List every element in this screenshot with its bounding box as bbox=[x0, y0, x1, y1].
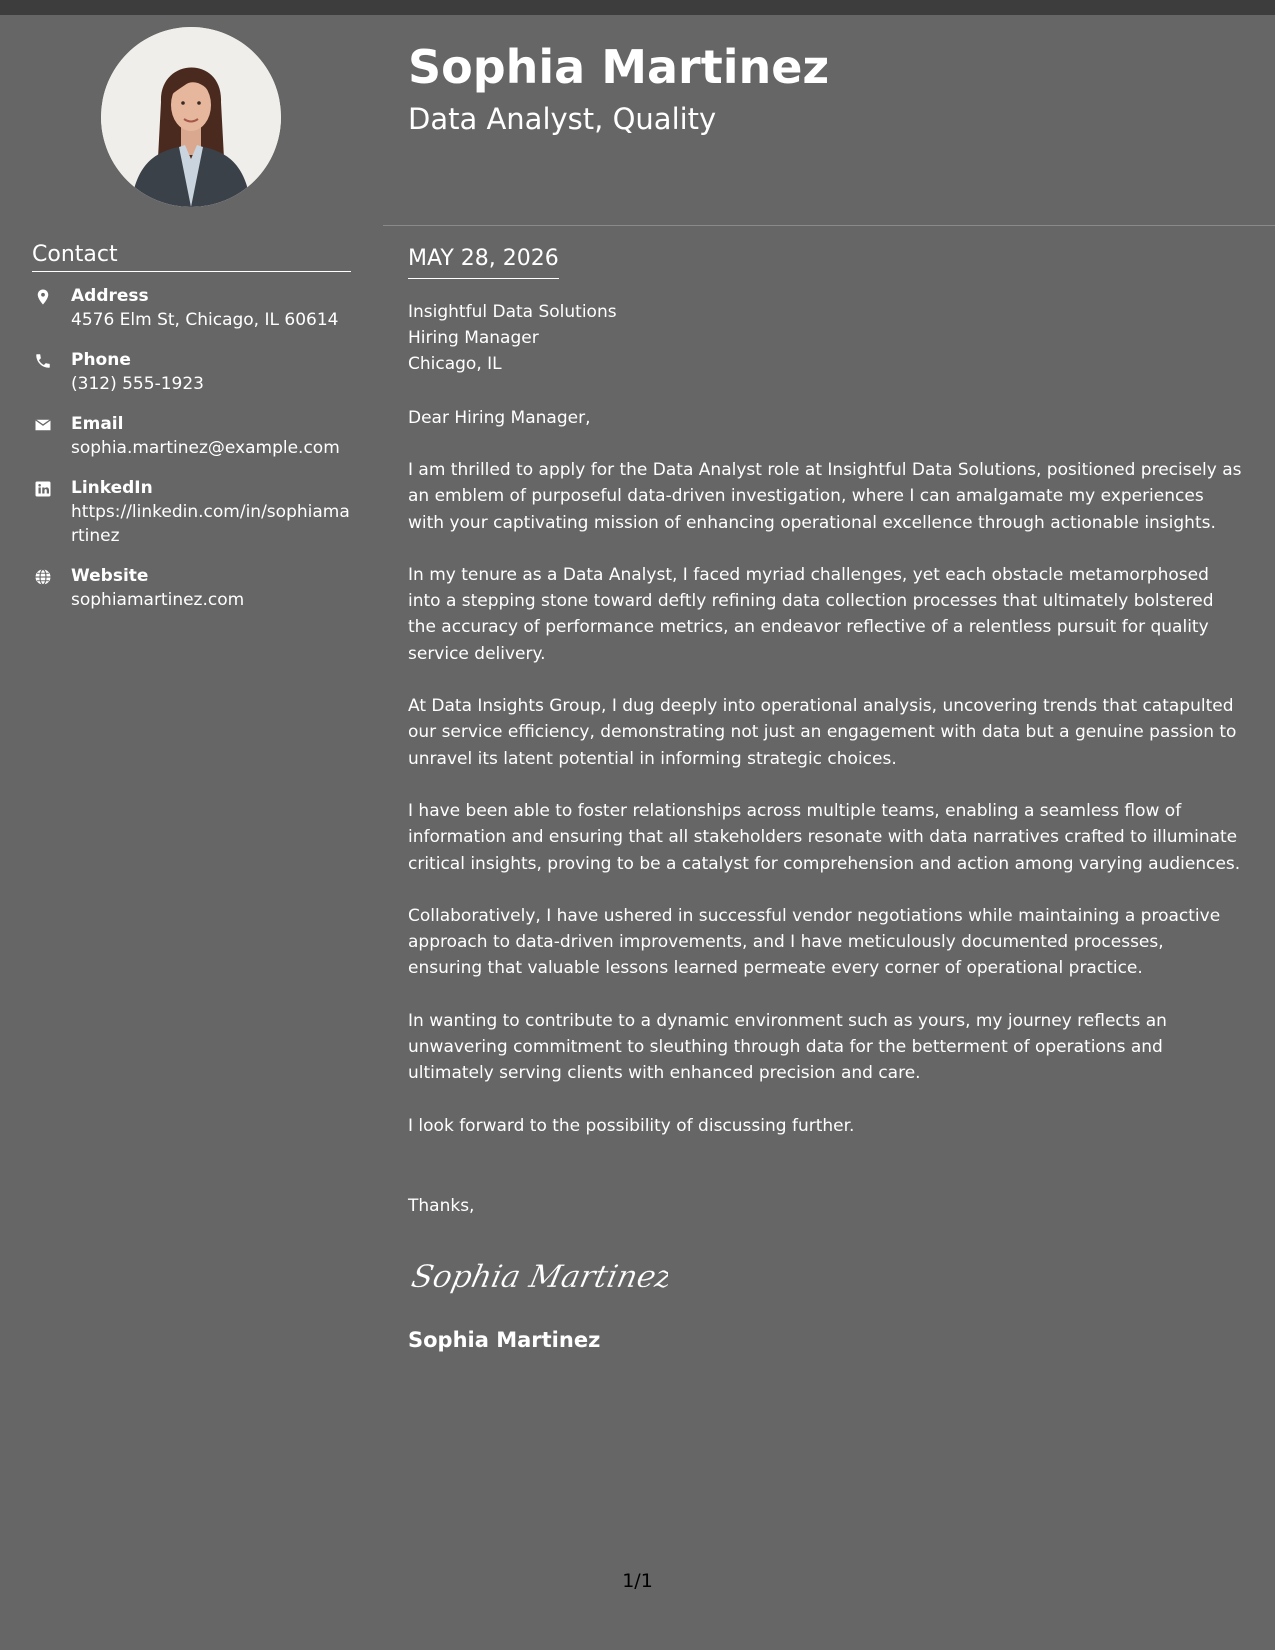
paragraph: I look forward to the possibility of discussing further. bbox=[408, 1115, 855, 1136]
paragraph: I have been able to foster relationships across multiple teams, enabling a seamless flow of information and ensuring that all stakeholders resonate with data narratives crafted to illuminate critical insights, proving to be a catalyst for comprehension and action among varying audiences. bbox=[408, 800, 1241, 874]
contact-item-linkedin bbox=[32, 476, 351, 548]
website-value: sophiamartinez.com bbox=[71, 590, 245, 610]
paragraph: In wanting to contribute to a dynamic environment such as yours, my journey reflects an unwavering commitment to sleuthing through data for the betterment of operations and ultimately serving clients with enhanced precision and care. bbox=[408, 1010, 1167, 1084]
contact-label: Phone bbox=[71, 350, 131, 370]
email-value: sophia.martinez@example.com bbox=[71, 438, 340, 458]
contact-label: Email bbox=[71, 414, 124, 434]
contact-label: LinkedIn bbox=[71, 478, 153, 498]
phone-value: (312) 555-1923 bbox=[71, 374, 204, 394]
contact-heading: Contact bbox=[32, 241, 351, 272]
letter-date: MAY 28, 2026 bbox=[408, 243, 559, 279]
candidate-name: Sophia Martinez bbox=[408, 40, 830, 94]
contact-item-address bbox=[32, 284, 351, 332]
paragraph: Collaboratively, I have ushered in successful vendor negotiations while maintaining a proactive approach to data-driven improvements, and I have meticulously documented processes, ensuring that valuable lessons learned permeate every corner of operational practice. bbox=[408, 905, 1221, 979]
handwritten-signature bbox=[408, 1249, 668, 1301]
recipient-title: Hiring Manager bbox=[408, 328, 539, 348]
top-bar bbox=[0, 0, 1275, 15]
paragraph: At Data Insights Group, I dug deeply into operational analysis, uncovering trends that catapulted our service efficiency, demonstrating not just an engagement with data but a genuine passion to unravel its latent potential in informing strategic choices. bbox=[408, 696, 1237, 769]
page-number: 1/1 bbox=[622, 1570, 653, 1592]
closing: Thanks, bbox=[408, 1195, 475, 1216]
contact-item-website bbox=[32, 564, 351, 612]
svg-text:Sophia Martinez: Sophia Martinez bbox=[408, 1259, 668, 1295]
job-title: Data Analyst, Quality bbox=[408, 102, 717, 136]
linkedin-value: https://linkedin.com/in/sophiamartinez bbox=[71, 502, 350, 546]
profile-photo bbox=[101, 27, 281, 207]
recipient-block bbox=[408, 299, 1243, 377]
contact-list bbox=[32, 284, 351, 628]
linkedin-icon bbox=[34, 480, 52, 498]
contact-item-phone bbox=[32, 348, 351, 396]
salutation: Dear Hiring Manager, bbox=[408, 408, 591, 428]
header-divider bbox=[383, 225, 1275, 226]
contact-label: Address bbox=[71, 286, 149, 306]
location-pin-icon bbox=[34, 288, 52, 306]
address-value: 4576 Elm St, Chicago, IL 60614 bbox=[71, 310, 339, 330]
paragraph: I am thrilled to apply for the Data Analyst role at Insightful Data Solutions, positioned precisely as an emblem of purposeful data-driven investigation, where I can amalgamate my experiences with your captivating mission of enhancing operational excellence through actionable insights. bbox=[408, 460, 1242, 533]
phone-icon bbox=[34, 352, 52, 370]
globe-icon bbox=[34, 568, 52, 586]
contact-label: Website bbox=[71, 566, 149, 586]
contact-item-email bbox=[32, 412, 351, 460]
paragraph: In my tenure as a Data Analyst, I faced myriad challenges, yet each obstacle metamorphosed into a stepping stone toward deftly refining data collection processes that ultimately bolstered the accuracy of performance metrics, an endeavor reflective of a relentless pursuit for quality service delivery. bbox=[408, 564, 1214, 664]
recipient-company: Insightful Data Solutions bbox=[408, 302, 617, 322]
recipient-location: Chicago, IL bbox=[408, 354, 502, 374]
envelope-icon bbox=[34, 416, 52, 434]
signed-name: Sophia Martinez bbox=[408, 1327, 601, 1352]
letter-body bbox=[408, 243, 1243, 1355]
